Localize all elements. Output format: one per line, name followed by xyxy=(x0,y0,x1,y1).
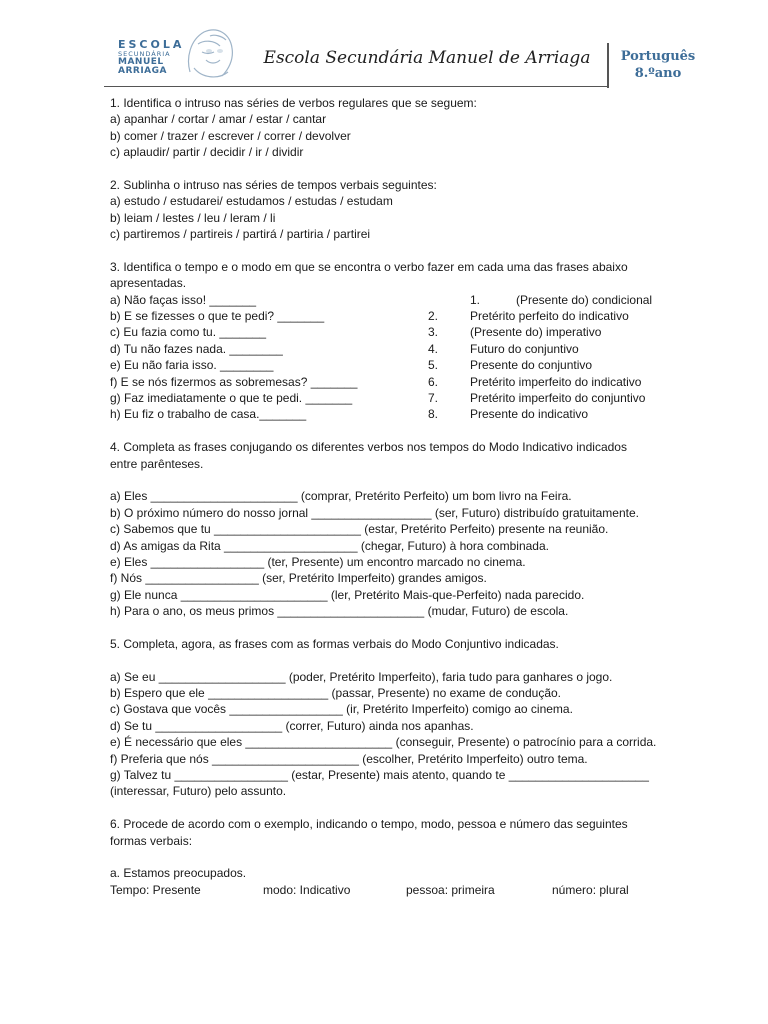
logo-line-1: ESCOLA xyxy=(118,38,185,51)
list-item: f) Nós _________________ (ser, Pretérito Imperfeito) grandes amigos. xyxy=(110,571,487,586)
sentence: g) Faz imediatamente o que te pedi. _______ xyxy=(110,391,353,406)
option-label: Presente do indicativo xyxy=(470,407,589,422)
sentence: f) E se nós fizermos as sobremesas? _______ xyxy=(110,374,358,389)
matching-row xyxy=(110,374,710,390)
sentence: c) Eu fazia como tu. _______ xyxy=(110,325,267,340)
page-header xyxy=(0,0,768,92)
question-title-cont: apresentadas. xyxy=(110,276,187,291)
spacer xyxy=(110,652,710,668)
option-number: 2. xyxy=(427,309,438,324)
matching-row xyxy=(110,324,710,340)
option-number: 7. xyxy=(427,391,438,406)
spacer xyxy=(110,472,710,488)
option-label: Pretérito imperfeito do conjuntivo xyxy=(470,391,646,406)
option-label: Presente do conjuntivo xyxy=(470,358,593,373)
spacer xyxy=(110,620,710,636)
question-title: 6. Procede de acordo com o exemplo, indicando o tempo, modo, pessoa e número das seguintes xyxy=(110,817,628,832)
matching-grid xyxy=(110,292,710,423)
list-item: g) Ele nunca ______________________ (ler, Pretérito Mais-que-Perfeito) nada parecido. xyxy=(110,587,585,602)
option-label: (Presente do) condicional xyxy=(516,292,653,307)
question-title: 3. Identifica o tempo e o modo em que se encontra o verbo fazer em cada uma das frases abaixo xyxy=(110,259,628,274)
list-item: d) Se tu ___________________ (correr, Futuro) ainda nos apanhas. xyxy=(110,718,474,733)
header-divider-horizontal xyxy=(104,86,608,87)
option-number: 3. xyxy=(427,325,438,340)
question-title-cont: entre parênteses. xyxy=(110,456,204,471)
list-item: a) apanhar / cortar / amar / estar / cantar xyxy=(110,112,327,127)
question-1 xyxy=(110,95,710,161)
option-label: Pretérito imperfeito do indicativo xyxy=(470,374,642,389)
worksheet-body xyxy=(110,95,710,898)
spacer xyxy=(110,243,710,259)
logo-line-2: SECUNDÁRIA xyxy=(118,50,171,58)
question-title: 4. Completa as frases conjugando os diferentes verbos nos tempos do Modo Indicativo indicados xyxy=(110,440,627,455)
spacer xyxy=(110,849,710,865)
list-item: e) Eles _________________ (ter, Presente) um encontro marcado no cinema. xyxy=(110,554,526,569)
question-6 xyxy=(110,816,710,898)
logo-wordmark xyxy=(118,39,184,76)
sentence: b) E se fizesses o que te pedi? _______ xyxy=(110,309,325,324)
option-number: 6. xyxy=(427,374,438,389)
sentence: a) Não faças isso! _______ xyxy=(110,292,257,307)
option-label: Futuro do conjuntivo xyxy=(470,341,579,356)
option-number: 4. xyxy=(427,341,438,356)
question-2 xyxy=(110,177,710,243)
list-item: c) aplaudir/ partir / decidir / ir / dividir xyxy=(110,145,304,160)
option-number: 5. xyxy=(427,358,438,373)
example-modo: modo: Indicativo xyxy=(263,882,351,897)
question-title-cont: formas verbais: xyxy=(110,833,193,848)
matching-row xyxy=(110,357,710,373)
sentence: e) Eu não faria isso. ________ xyxy=(110,358,274,373)
spacer xyxy=(110,161,710,177)
option-number: 8. xyxy=(427,407,438,422)
matching-row xyxy=(110,308,710,324)
matching-row xyxy=(110,292,710,308)
option-label: Pretérito perfeito do indicativo xyxy=(470,309,629,324)
matching-row xyxy=(110,406,710,422)
spacer xyxy=(110,423,710,439)
list-item: a) Se eu ___________________ (poder, Pretérito Imperfeito), faria tudo para ganhares o jogo. xyxy=(110,669,613,684)
example-pessoa: pessoa: primeira xyxy=(406,882,495,897)
option-label: (Presente do) imperativo xyxy=(470,325,602,340)
list-item: b) O próximo número do nosso jornal __________________ (ser, Futuro) distribuído gratuitamente. xyxy=(110,505,639,520)
grade-level: 8.ºano xyxy=(634,66,682,81)
example-analysis xyxy=(110,882,710,898)
question-title: 5. Completa, agora, as frases com as formas verbais do Modo Conjuntivo indicadas. xyxy=(110,636,559,651)
list-item: f) Preferia que nós ______________________ (escolher, Pretérito Imperfeito) outro tema. xyxy=(110,751,588,766)
spacer xyxy=(110,800,710,816)
list-item: a) Eles ______________________ (comprar, Pretérito Perfeito) um bom livro na Feira. xyxy=(110,489,572,504)
matching-row xyxy=(110,390,710,406)
list-item: b) leiam / lestes / leu / leram / li xyxy=(110,210,276,225)
question-title: 1. Identifica o intruso nas séries de verbos regulares que se seguem: xyxy=(110,96,477,110)
matching-row xyxy=(110,341,710,357)
question-3 xyxy=(110,259,710,423)
logo-line-3: MANUEL xyxy=(118,57,164,67)
list-item: c) Sabemos que tu ______________________ (estar, Pretérito Perfeito) presente na reunião. xyxy=(110,522,609,537)
list-item: d) As amigas da Rita ____________________ (chegar, Futuro) à hora combinada. xyxy=(110,538,549,553)
list-item: b) comer / trazer / escrever / correr / devolver xyxy=(110,128,351,143)
sentence: h) Eu fiz o trabalho de casa._______ xyxy=(110,407,307,422)
subject-name: Português xyxy=(620,49,696,64)
list-item: c) Gostava que vocês _________________ (ir, Pretérito Imperfeito) comigo ao cinema. xyxy=(110,702,573,717)
sentence: d) Tu não fazes nada. ________ xyxy=(110,341,283,356)
question-title: 2. Sublinha o intruso nas séries de tempos verbais seguintes: xyxy=(110,177,437,192)
example-tempo: Tempo: Presente xyxy=(110,882,201,897)
option-number: 1. xyxy=(470,292,481,307)
list-item: e) É necessário que eles ______________________ (conseguir, Presente) o patrocínio para a corrida. xyxy=(110,735,657,750)
school-title: Escola Secundária Manuel de Arriaga xyxy=(263,48,591,68)
header-divider-vertical xyxy=(607,43,609,88)
question-4 xyxy=(110,439,710,619)
question-5 xyxy=(110,636,710,800)
example-numero: número: plural xyxy=(552,882,629,897)
list-item: c) partiremos / partireis / partirá / partiria / partirei xyxy=(110,227,371,242)
list-item: g) Talvez tu _________________ (estar, Presente) mais atento, quando te _____________________ xyxy=(110,768,649,783)
list-item: a) estudo / estudarei/ estudamos / estudas / estudam xyxy=(110,194,393,209)
subject-box xyxy=(612,48,704,82)
list-item: b) Espero que ele __________________ (passar, Presente) no exame de condução. xyxy=(110,686,561,701)
school-logo xyxy=(106,22,244,82)
example-sentence: a. Estamos preocupados. xyxy=(110,866,247,881)
list-item: h) Para o ano, os meus primos ______________________ (mudar, Futuro) de escola. xyxy=(110,604,569,619)
list-item-cont: (interessar, Futuro) pelo assunto. xyxy=(110,784,287,799)
logo-line-4: ARRIAGA xyxy=(118,66,167,76)
